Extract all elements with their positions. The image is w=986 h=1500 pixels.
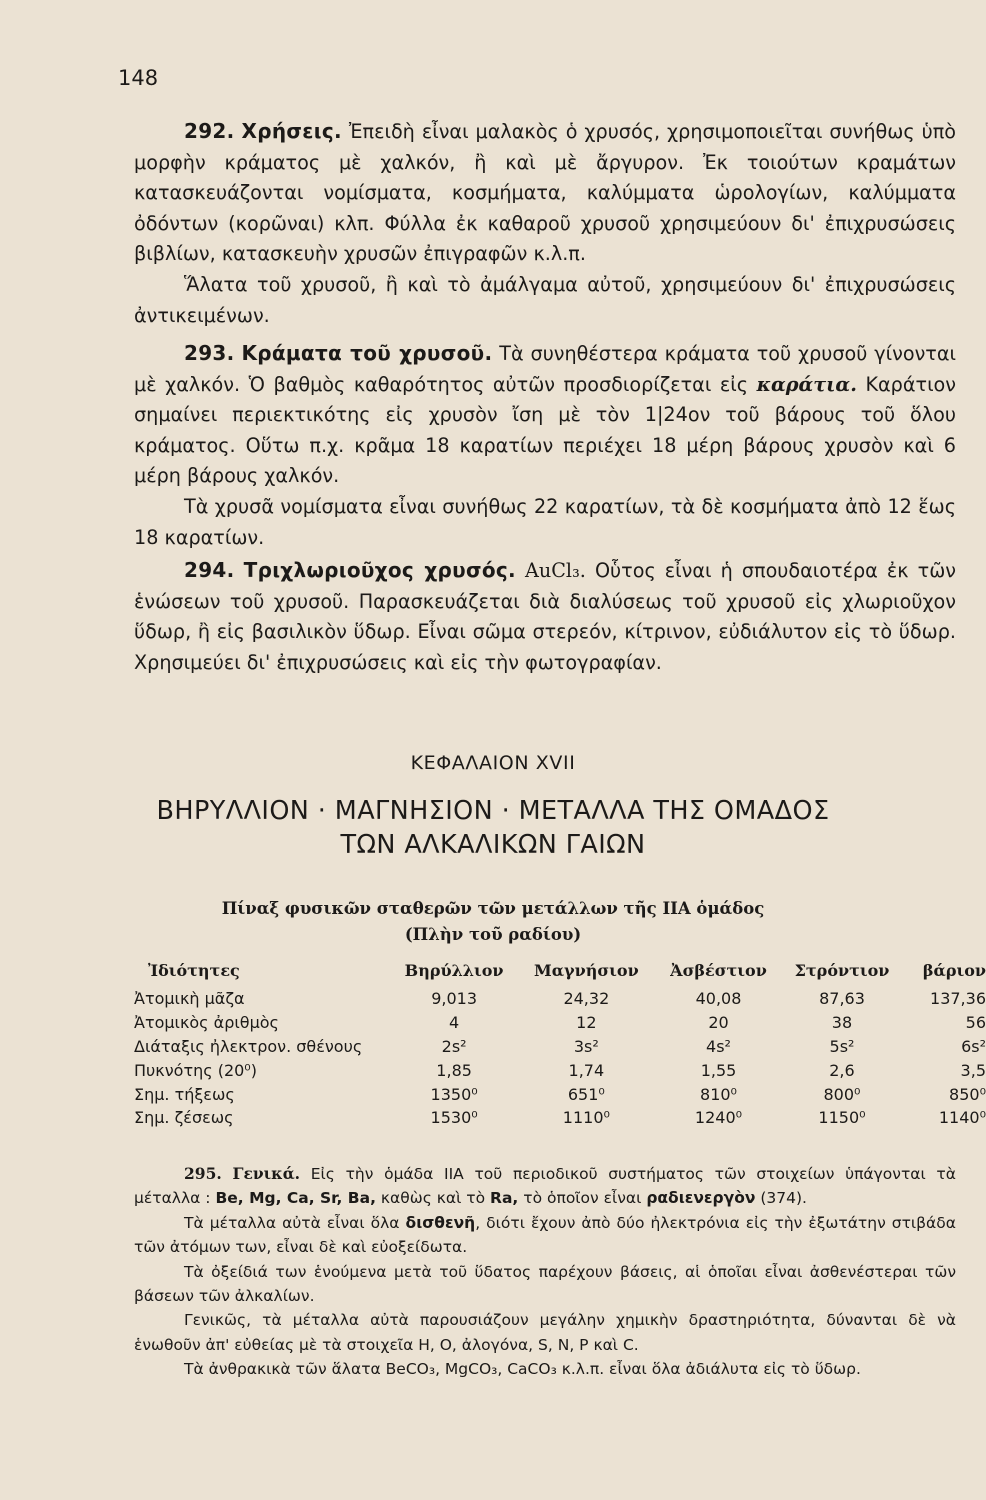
chapter-label: ΚΕΦΑΛΑΙΟΝ XVII: [410, 752, 576, 774]
section-293-paragraph-2: Τὰ χρυσᾶ νομίσματα εἶναι συνήθως 22 καρατίων, τὰ δὲ κοσμήματα ἀπὸ 12 ἕως 18 καρατίων.: [134, 494, 956, 549]
section-295-text-b: καθὼς καὶ τὸ: [380, 1189, 486, 1208]
table-cell: 6s²: [961, 1036, 986, 1056]
table-cell: 56: [965, 1013, 986, 1033]
section-295-paragraph-5: Τὰ ἀνθρακικὰ τῶν ἅλατα BeCO₃, MgCO₃, CaCO₃ κ.λ.π. εἶναι ὅλα ἀδιάλυτα εἰς τὸ ὕδωρ.: [184, 1360, 861, 1379]
section-295: [134, 1162, 956, 1382]
section-295-paragraph-4: Γενικῶς, τὰ μέταλλα αὐτὰ παρουσιάζουν μεγάλην χημικὴν δραστηριότητα, δύνανται δὲ νὰ ἑνωθοῦν ἀπ' εὐθείας μὲ τὰ στοιχεῖα H, O, ἀλογόνα, S, N, P καὶ C.: [134, 1311, 956, 1354]
table-cell: 2,6: [829, 1060, 855, 1080]
section-295-metals: Be, Mg, Ca, Sr, Ba,: [215, 1189, 376, 1208]
table-cell: Διάταξις ἠλεκτρον. σθένους: [134, 1036, 363, 1056]
section-292-paragraph-2: Ἅλατα τοῦ χρυσοῦ, ἢ καὶ τὸ ἀμάλγαμα αὐτοῦ, χρησιμεύουν δι' ἐπιχρυσώσεις ἀντικειμένων.: [134, 272, 956, 327]
section-293-term: καράτια.: [756, 372, 857, 396]
section-293-number: 293.: [184, 341, 235, 365]
table-cell: 5s²: [829, 1036, 855, 1056]
table-cell: 1350⁰: [430, 1084, 478, 1104]
table-header-cell: Ἀσβέστιον: [670, 960, 767, 980]
section-292: [134, 116, 956, 331]
section-295-p2-bold: δισθενῆ: [405, 1213, 476, 1232]
table-cell: 4s²: [706, 1036, 731, 1056]
section-294: [134, 555, 956, 678]
section-293: [134, 338, 956, 553]
table-cell: 9,013: [431, 989, 478, 1009]
section-292-number: 292.: [184, 119, 235, 143]
section-295-paragraph-2: [134, 1211, 956, 1260]
table-cell: 1,55: [700, 1060, 737, 1080]
section-295-radioactive: ραδιενεργὸν: [646, 1189, 756, 1208]
table-header-cell: βάριον: [922, 960, 986, 980]
table-cell: 20: [708, 1013, 729, 1033]
table-cell: Σημ. τήξεως: [134, 1084, 235, 1104]
table-cell: 810⁰: [700, 1084, 737, 1104]
table-cell: 1530⁰: [430, 1108, 478, 1128]
table-cell: 1140⁰: [938, 1108, 986, 1128]
table-header-cell: Μαγνήσιον: [534, 960, 639, 980]
table-cell: 651⁰: [567, 1084, 605, 1104]
chapter-title-line-2: ΤΩΝ ΑΛΚΑΛΙΚΩΝ ΓΑΙΩΝ: [340, 830, 646, 860]
section-293-heading: Κράματα τοῦ χρυσοῦ.: [241, 341, 493, 365]
table-cell: 12: [576, 1013, 597, 1033]
section-293-text-a: Τὰ συνηθέστερα κράματα τοῦ χρυσοῦ γίνονται μὲ χαλκόν. Ὁ βαθμὸς καθαρότητος αὐτῶν προσδιορίζεται εἰς: [134, 342, 956, 396]
table-cell: 87,63: [819, 989, 865, 1009]
table-row: [134, 1106, 986, 1130]
table-cell: 800⁰: [823, 1084, 861, 1104]
section-295-text-c: τὸ ὁποῖον εἶναι: [523, 1189, 642, 1208]
table-cell: Ἀτομικὴ μᾶζα: [134, 989, 245, 1009]
table-cell: Ἀτομικὸς ἀριθμὸς: [134, 1013, 279, 1033]
section-294-heading: Τριχλωριοῦχος χρυσός.: [243, 558, 516, 582]
section-295-radium: Ra,: [490, 1189, 519, 1208]
table-header-cell: Βηρύλλιον: [404, 960, 504, 980]
table-cell: 137,36: [930, 989, 986, 1009]
section-295-p2-a: Τὰ μέταλλα αὐτὰ εἶναι ὅλα: [184, 1213, 400, 1232]
table-cell: 1110⁰: [562, 1108, 610, 1128]
table-cell: 4: [449, 1013, 460, 1033]
section-295-heading: Γενικά.: [232, 1164, 301, 1183]
section-293-text-b: Καράτιον σημαίνει περιεκτικότης εἰς χρυσὸν ἴση μὲ τὸν 1|24ον τοῦ βάρους τοῦ ὅλου κράματος. Οὕτω π.χ. κρᾶμα 18 καρατίων περιέχει 18 μέρη βάρους χρυσὸν καὶ 6 μέρη βάρους χαλκόν.: [134, 372, 957, 488]
properties-table: [134, 953, 986, 1130]
table-cell: 1150⁰: [818, 1108, 866, 1128]
section-294-formula: AuCl₃.: [525, 559, 586, 582]
section-295-text-d: (374).: [760, 1189, 807, 1208]
section-293-paragraph: [134, 338, 956, 492]
page-number: 148: [118, 66, 159, 90]
chapter-title-line-1: ΒΗΡΥΛΛΙΟΝ · ΜΑΓΝΗΣΙΟΝ · ΜΕΤΑΛΛΑ ΤΗΣ ΟΜΑΔΟΣ: [156, 796, 830, 826]
table-cell: 24,32: [563, 989, 610, 1009]
section-292-paragraph: [134, 116, 956, 270]
table-header-cell: Ἰδιότητες: [148, 960, 240, 980]
table-cell: 2s²: [441, 1036, 467, 1056]
table-cell: 1240⁰: [694, 1108, 743, 1128]
table-cell: 3,5: [960, 1060, 986, 1080]
section-294-text: Οὗτος εἶναι ἡ σπουδαιοτέρα ἐκ τῶν ἑνώσεων τοῦ χρυσοῦ. Παρασκευάζεται διὰ διαλύσεως τοῦ χρυσοῦ εἰς χλωριοῦχον ὕδωρ, ἢ εἰς βασιλικὸν ὕδωρ. Εἶναι σῶμα στερεόν, κίτρινον, εὐδιάλυτον εἰς τὸ ὕδωρ. Χρησιμεύει δι' ἐπιχρυσώσεις καὶ εἰς τὴν φωτογραφίαν.: [134, 559, 956, 674]
table-row: [134, 1058, 986, 1082]
table-cell: 40,08: [695, 989, 742, 1009]
table-cell: 1,85: [436, 1060, 472, 1080]
table-caption: Πίναξ φυσικῶν σταθερῶν τῶν μετάλλων τῆς ΙΙΑ ὁμάδος: [221, 899, 765, 918]
section-292-text: Ἐπειδὴ εἶναι μαλακὸς ὁ χρυσός, χρησιμοποιεῖται συνήθως ὑπὸ μορφὴν κράματος μὲ χαλκόν, ἢ καὶ μὲ ἄργυρον. Ἐκ τοιούτων κραμάτων κατασκευάζονται νομίσματα, κοσμήματα, καλύμματα ὡρολογίων, καλύμματα ὀδόντων (κορῶναι) κλπ. Φύλλα ἐκ καθαροῦ χρυσοῦ χρησιμεύουν δι' ἐπιχρυσώσεις βιβλίων, κατασκευὴν χρυσῶν ἐπιγραφῶν κ.λ.π.: [134, 120, 956, 266]
table-header-cell: Στρόντιον: [794, 960, 890, 980]
table-cell: 38: [831, 1013, 853, 1033]
table-cell: 3s²: [573, 1036, 599, 1056]
section-295-text-a: Εἰς τὴν ὁμάδα ΙΙΑ τοῦ περιοδικοῦ συστήματος τῶν στοιχείων ὑπάγονται τὰ μέταλλα :: [134, 1165, 956, 1208]
section-294-paragraph: [134, 555, 956, 678]
table-row: [134, 1082, 986, 1106]
section-292-heading: Χρήσεις.: [241, 119, 342, 143]
section-295-number: 295.: [184, 1164, 222, 1183]
section-295-paragraph-3: Τὰ ὀξείδιά των ἑνούμενα μετὰ τοῦ ὕδατος παρέχουν βάσεις, αἱ ὁποῖαι εἶναι ἀσθενέστεραι τῶν βάσεων τῶν ἀλκαλίων.: [134, 1262, 956, 1306]
table-row: [134, 1011, 986, 1035]
table-cell: 1,74: [568, 1060, 605, 1080]
table-cell: Πυκνότης (20⁰): [134, 1060, 257, 1080]
table-row: [134, 987, 986, 1011]
table-header-row: [134, 953, 986, 987]
table-subcaption: (Πλὴν τοῦ ραδίου): [404, 925, 582, 944]
section-294-number: 294.: [184, 558, 235, 582]
table-cell: 850⁰: [949, 1084, 986, 1104]
table-cell: Σημ. ζέσεως: [134, 1108, 234, 1128]
table-row: [134, 1035, 986, 1059]
section-295-p2-b: , διότι ἔχουν ἀπὸ δύο ἠλεκτρόνια εἰς τὴν ἐξωτάτην στιβάδα τῶν ἀτόμων των, εἶναι δὲ καὶ εὐοξείδωτα.: [134, 1213, 956, 1257]
section-295-paragraph: [134, 1162, 956, 1211]
